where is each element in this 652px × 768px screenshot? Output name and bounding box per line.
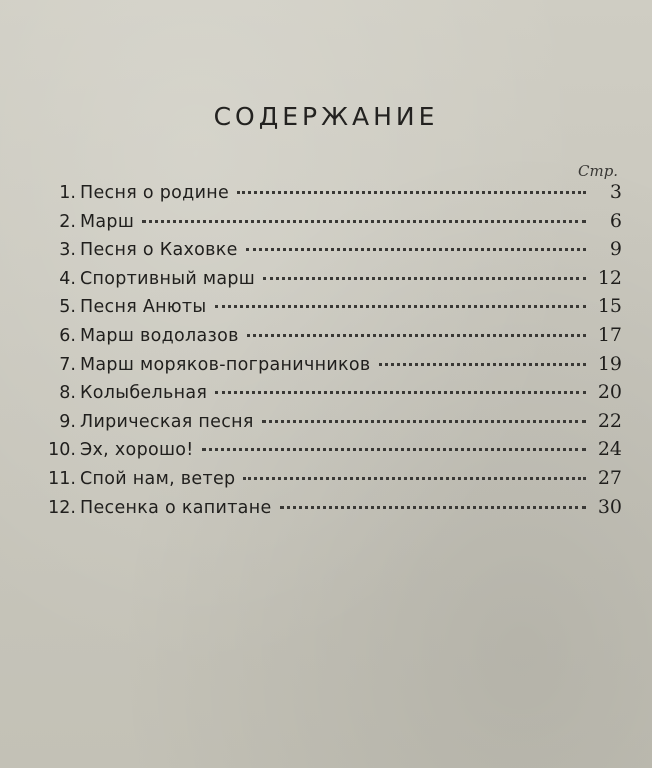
toc-title: Песня о Каховке [80,240,238,261]
toc-title: Эх, хорошо! [80,440,194,461]
toc-row [32,324,622,353]
dot-leader [215,305,586,308]
toc-number: 2. [59,211,76,232]
toc-row [32,496,622,525]
dot-leader [246,248,586,251]
dot-leader [215,391,586,394]
toc-number: 6. [59,325,76,346]
toc-page-number: 27 [597,466,622,489]
toc-row [32,238,622,267]
dot-leader [263,277,586,280]
toc-row [32,267,622,296]
dot-leader [202,448,586,451]
toc-page-number: 6 [609,209,622,232]
page-title: СОДЕРЖАНИЕ [213,102,439,131]
toc-page-number: 20 [597,381,622,404]
toc-page-number: 15 [597,295,622,318]
toc-row [32,210,622,239]
toc-page-number: 24 [597,438,622,461]
dot-leader [280,506,586,509]
toc-page-number: 22 [597,409,622,432]
page-column-label: Стр. [578,162,619,180]
toc-number: 11. [48,468,76,489]
toc-number: 5. [59,297,76,318]
toc-row [32,295,622,324]
dot-leader [142,220,586,223]
toc-title: Лирическая песня [80,411,254,432]
toc-row [32,353,622,382]
toc-title: Песня Анюты [80,297,207,318]
toc-number: 7. [59,354,76,375]
dot-leader [262,420,586,423]
toc-number: 12. [48,497,76,518]
toc-number: 9. [59,411,76,432]
dot-leader [379,363,587,366]
toc-title: Песня о родине [80,183,230,203]
toc-row [32,410,622,439]
toc-number: 8. [59,383,76,404]
toc-row [32,467,622,496]
toc-title: Спой нам, ветер [80,468,236,489]
table-of-contents [32,181,622,524]
toc-title: Колыбельная [80,383,208,404]
toc-page-number: 9 [609,238,622,261]
toc-page-number: 19 [597,352,622,375]
toc-page-number: 17 [597,323,622,346]
dot-leader [247,334,586,337]
toc-page-number: 3 [609,181,622,203]
toc-title: Марш моряков-пограничников [80,354,371,375]
toc-number: 10. [48,440,76,461]
toc-title: Спортивный марш [80,268,256,289]
toc-number: 3. [59,240,76,261]
toc-row [32,381,622,410]
toc-title: Марш водолазов [80,325,239,346]
dot-leader [243,477,586,480]
toc-page-number: 12 [597,266,622,289]
toc-number: 4. [59,268,76,289]
toc-number: 1. [59,183,76,203]
toc-row [32,181,622,210]
toc-page-number: 30 [597,495,622,518]
toc-title: Марш [80,211,135,232]
toc-title: Песенка о капитане [80,497,272,518]
dot-leader [237,191,586,194]
toc-row [32,438,622,467]
